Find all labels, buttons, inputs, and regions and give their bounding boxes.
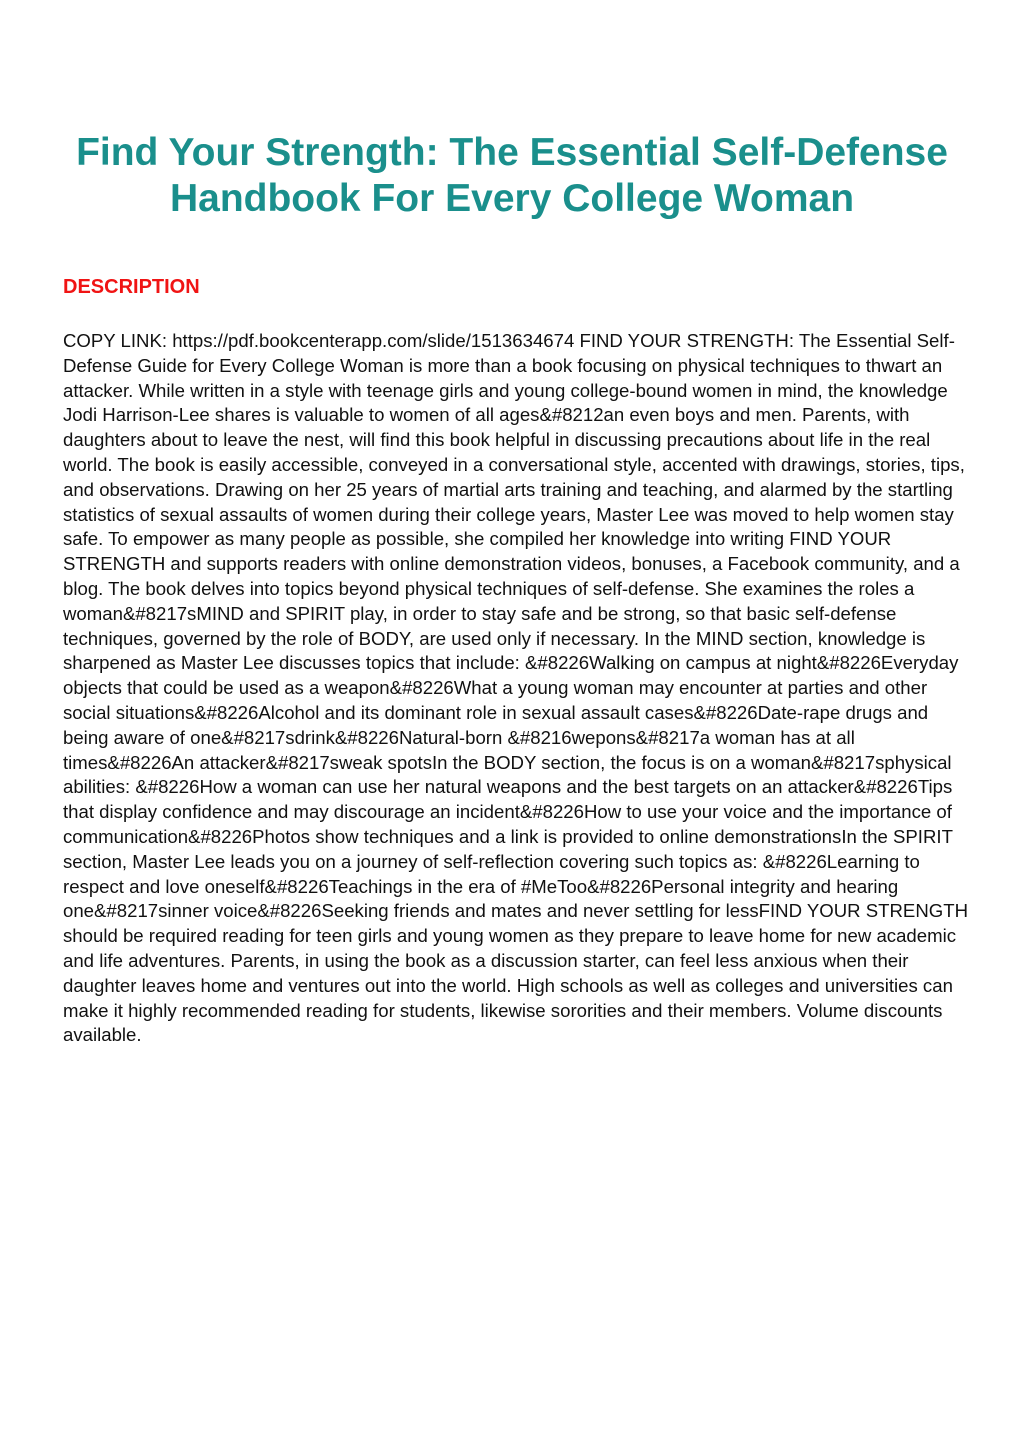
description-paragraph: COPY LINK: https://pdf.bookcenterapp.com/slide/1513634674 FIND YOUR STRENGTH: The Essential Self-Defense Guide for Every College Woman is more than a book focusing on physical techniques to thwart an attacker. While written in a style with teenage girls and young college-bound women in mind, the knowledge Jodi Harrison-Lee shares is valuable to women of all ages&#8212an even boys and men. Parents, with daughters about to leave the nest, will find this book helpful in discussing precautions about life in the real world. The book is easily accessible, conveyed in a conversational style, accented with drawings, stories, tips, and observations. Drawing on her 25 years of martial arts training and teaching, and alarmed by the startling statistics of sexual assaults of women during their college years, Master Lee was moved to help women stay safe. To empower as many people as possible, she compiled her knowledge into writing FIND YOUR STRENGTH and supports readers with online demonstration videos, bonuses, a Facebook community, and a blog. The book delves into topics beyond physical techniques of self-defense. She examines the roles a woman&#8217sMIND and SPIRIT play, in order to stay safe and be strong, so that basic self-defense techniques, governed by the role of BODY, are used only if necessary. In the MIND section, knowledge is sharpened as Master Lee discusses topics that include: &#8226Walking on campus at night&#8226Everyday objects that could be used as a weapon&#8226What a young woman may encounter at parties and other social situations&#8226Alcohol and its dominant role in sexual assault cases&#8226Date-rape drugs and being aware of one&#8217sdrink&#8226Natural-born &#8216wepons&#8217a woman has at all times&#8226An attacker&#8217sweak spotsIn the BODY section, the focus is on a woman&#8217sphysical abilities: &#8226How a woman can use her natural weapons and the best targets on an attacker&#8226Tips that display confidence and may discourage an incident&#8226How to use your voice and the importance of communication&#8226Photos show techniques and a link is provided to online demonstrationsIn the SPIRIT section, Master Lee leads you on a journey of self-reflection covering such topics as: &#8226Learning to respect and love oneself&#8226Teachings in the era of #MeToo&#8226Personal integrity and hearing one&#8217sinner voice&#8226Seeking friends and mates and never settling for lessFIND YOUR STRENGTH should be required reading for teen girls and young women as they prepare to leave home for new academic and life adventures. Parents, in using the book as a discussion starter, can feel less anxious when their daughter leaves home and ventures out into the world. High schools as well as colleges and universities can make it highly recommended reading for students, likewise sororities and their members. Volume discounts available. (63, 330, 969, 1046)
section-heading-description: DESCRIPTION (63, 276, 200, 298)
document-title: Find Your Strength: The Essential Self-Defense Handbook For Every College Woman (76, 131, 948, 220)
